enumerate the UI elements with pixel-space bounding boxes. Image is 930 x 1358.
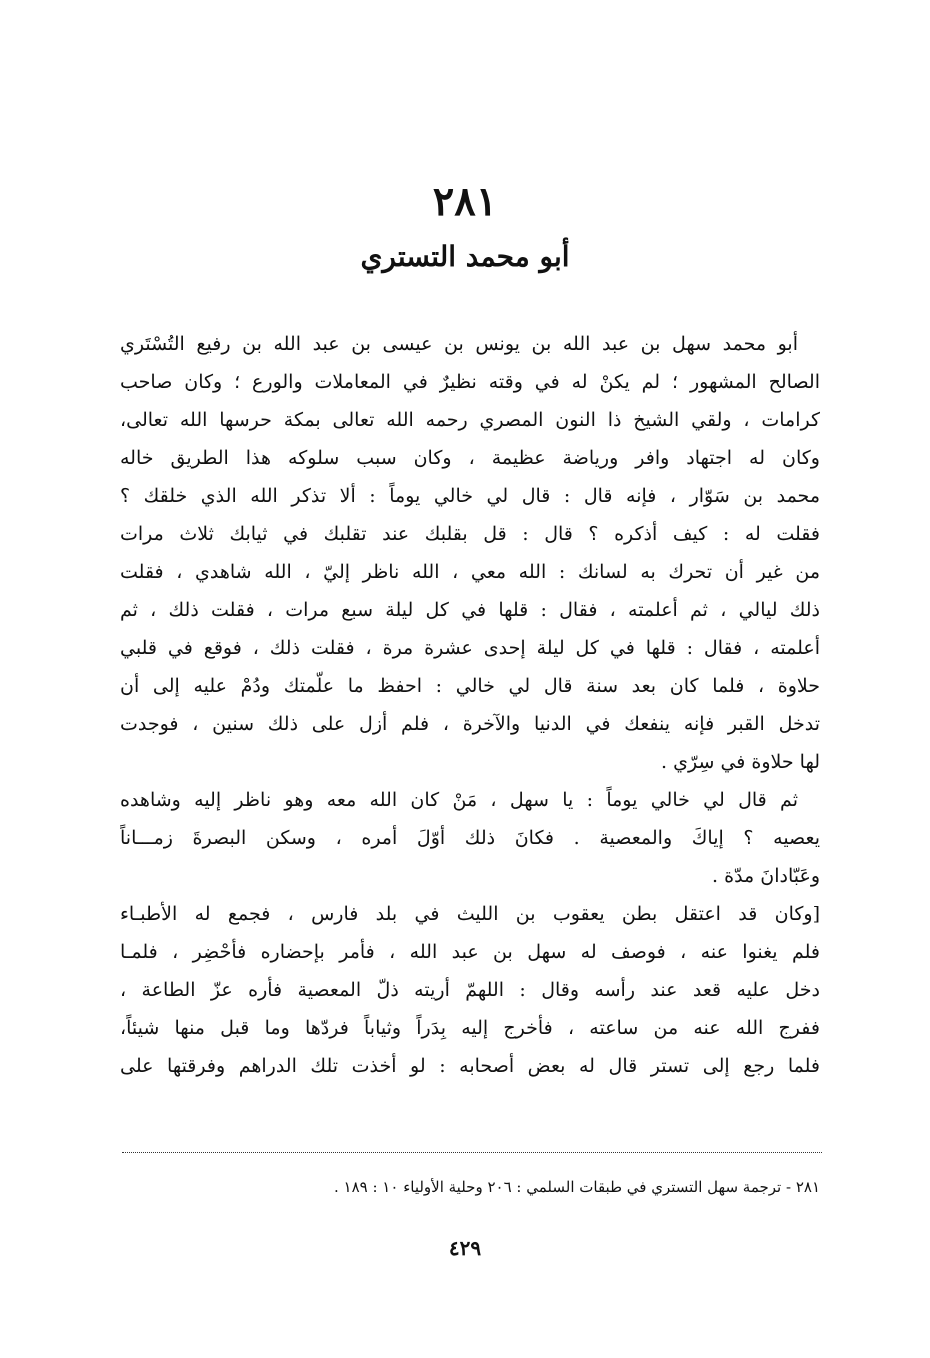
entry-number: ٢٨١ (432, 178, 498, 225)
text-line: أبو محمد سهل بن عبد الله بن يونس بن عيسى بن عبد الله بن رفيع التُسْتَري (120, 333, 798, 355)
text-line: وعَبّادانَ مدّة . (712, 865, 820, 887)
text-line: فقلت له : كيف أذكره ؟ قال : قل بقلبك عند تقلبك في ثيابك ثلاث مرات (120, 523, 820, 545)
text-line: من غير أن تحرك به لسانك : الله معي ، الله ناظر إليّ ، الله شاهدي ، فقلت (120, 561, 820, 583)
paragraph (120, 325, 820, 781)
page-number: ٤٢٩ (448, 1236, 482, 1260)
text-line: كرامات ، ولقي الشيخ ذا النون المصري رحمه الله تعالى بمكة حرسها الله تعالى، (120, 409, 820, 431)
text-line: دخل عليه قعد عند رأسه وقال : اللهمّ أريته ذلّ المعصية فأره عزّ الطاعة ، (120, 979, 820, 1001)
footnote: ٢٨١ - ترجمة سهل التستري في طبقات السلمي : ٢٠٦ وحلية الأولياء ١٠ : ١٨٩ . (333, 1178, 820, 1196)
text-line: ففرج الله عنه من ساعته ، فأخرج إليه بِدَراً وثياباً فردّها وما قبل منها شيئاً، (120, 1017, 820, 1039)
paragraph (120, 781, 820, 895)
text-line: أعلمته ، فقال : قلها في كل ليلة إحدى عشرة مرة ، فقلت ذلك ، فوقع في قلبي (120, 637, 820, 659)
text-line: فلما رجع إلى تستر قال له بعض أصحابه : لو أخذت تلك الدراهم وفرقتها على (120, 1055, 820, 1077)
paragraph (120, 895, 820, 1085)
text-line: حلاوة ، فلما كان بعد سنة قال لي خالي : احفظ ما علّمتك ودُمْ عليه إلى أن (120, 675, 820, 697)
text-line: [وكان قد اعتقل بطن يعقوب بن الليث في بلد فارس ، فجمع له الأطبـاء (120, 903, 820, 925)
text-line: ذلك ليالي ، ثم أعلمته ، فقال : قلها في كل ليلة سبع مرات ، فقلت ذلك ، ثم (120, 599, 820, 621)
text-line: الصالح المشهور ؛ لم يكنْ له في وقته نظيرٌ في المعاملات والورع ؛ وكان صاحب (120, 371, 820, 393)
text-line: محمد بن سَوّار ، فإنه قال : قال لي خالي يوماً : ألا تذكر الله الذي خلقك ؟ (120, 485, 820, 507)
text-line: تدخل القبر فإنه ينفعك في الدنيا والآخرة ، فلم أزل على ذلك سنين ، فوجدت (120, 713, 820, 735)
text-line: وكان له اجتهاد وافر ورياضة عظيمة ، وكان سبب سلوكه هذا الطريق خاله (120, 447, 820, 469)
entry-title: أبو محمد التستري (360, 240, 570, 273)
text-line: لها حلاوة في سِرّي . (661, 751, 820, 773)
text-line: يعصيه ؟ إياكَ والمعصية . فكانَ ذلك أوّلَ أمره ، وسكن البصرةَ زمـــاناً (120, 827, 820, 849)
text-line: ثم قال لي خالي يوماً : يا سهل ، مَنْ كان الله معه وهو ناظر إليه وشاهده (120, 789, 798, 811)
footnote-divider (122, 1152, 822, 1153)
text-line: فلم يغنوا عنه ، فوصف له سهل بن عبد الله ، فأمر بإحضاره فأحْضِر ، فلمـا (120, 941, 820, 963)
body-text (120, 325, 820, 1085)
